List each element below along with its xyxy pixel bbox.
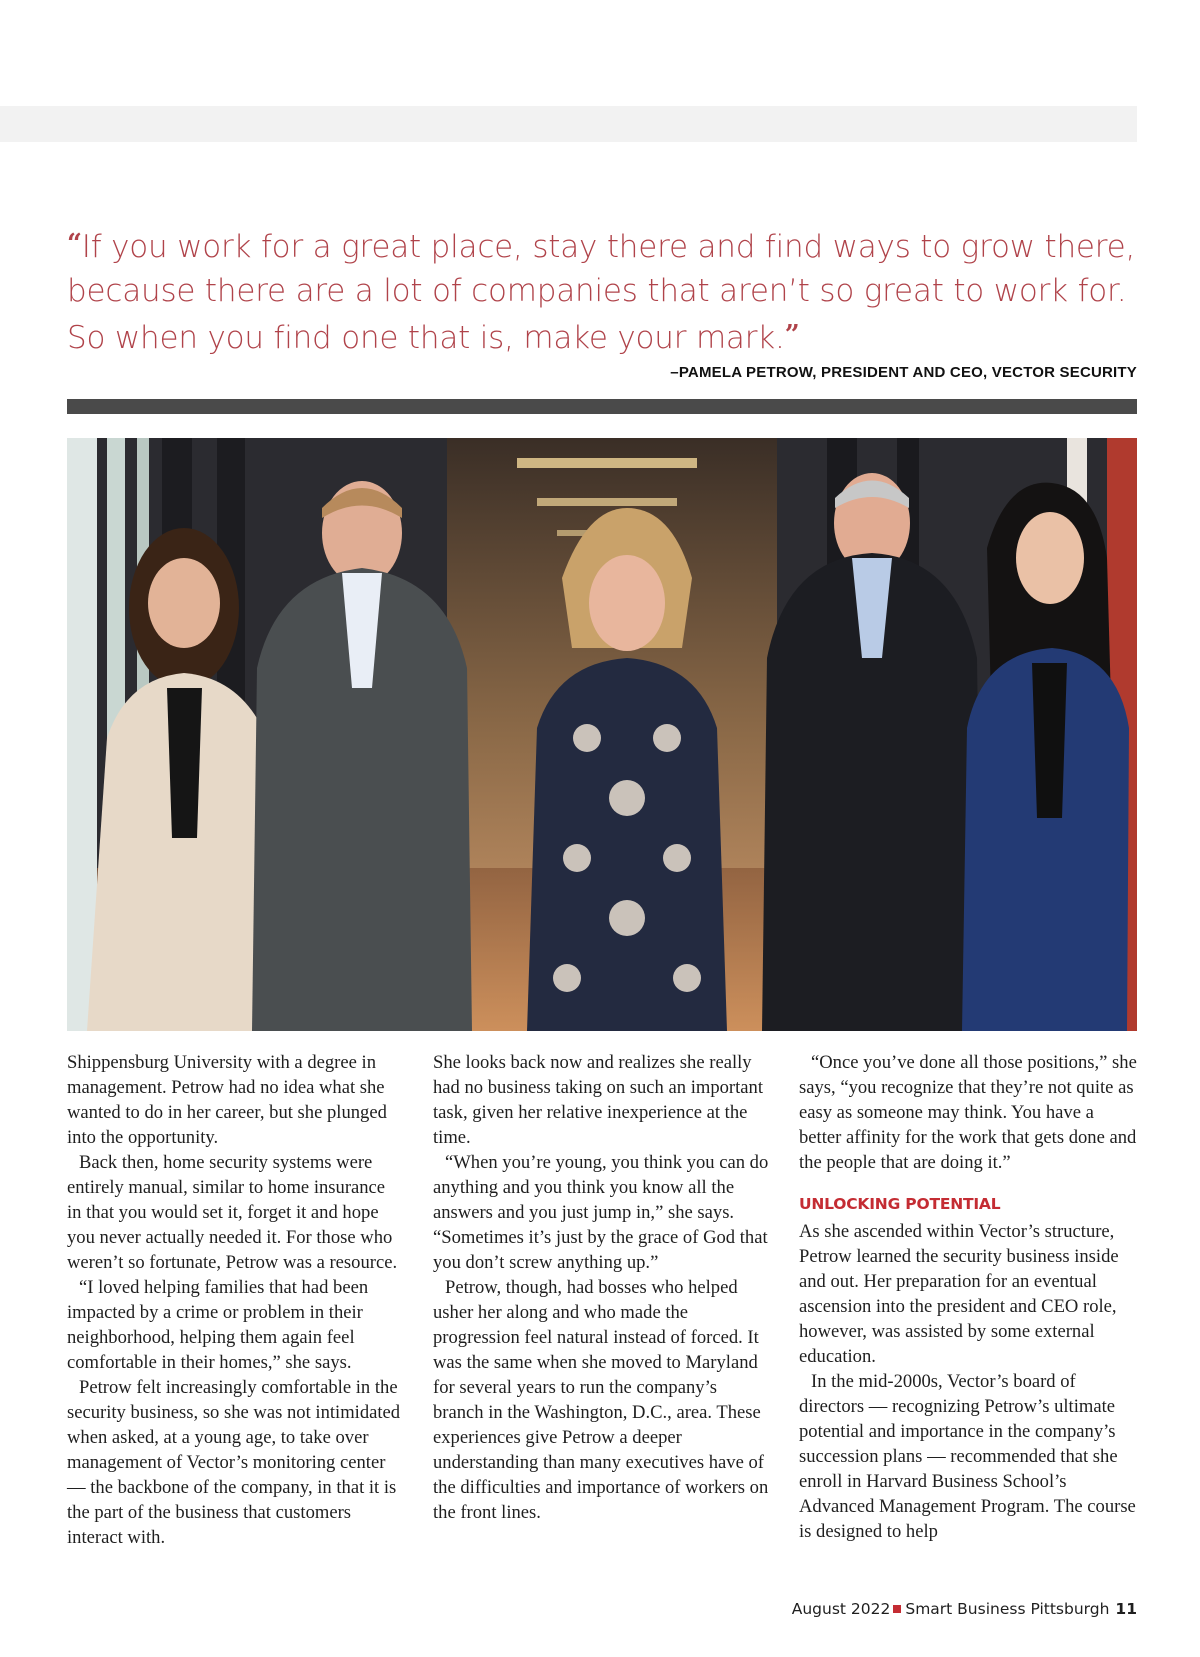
pull-quote-text: If you work for a great place, stay there and find ways to grow there, because there are a lot of companies that aren’t so great to work for. So when you find one that is, make your mark. (67, 229, 1136, 356)
publication-name: Smart Business Pittsburgh (905, 1600, 1110, 1618)
paragraph: Petrow felt increasingly comfortable in the security business, so she was not intimidated when asked, at a young age, to take over management of Vector’s monitoring center — the backbone of the company, in that it is the part of the business that customers interact with. (67, 1377, 401, 1548)
article-column-2 (433, 1050, 769, 1525)
top-band (0, 106, 1137, 142)
photo-illustration (67, 438, 1137, 1031)
page-number: 11 (1115, 1600, 1137, 1618)
quote-attribution: –PAMELA PETROW, PRESIDENT AND CEO, VECTOR SECURITY (670, 364, 1137, 381)
paragraph: “Once you’ve done all those positions,” she says, “you recognize that they’re not quite as easy as someone may think. You have a better affinity for the work that gets done and the people that are doing it.” (799, 1052, 1137, 1173)
issue-date: August 2022 (791, 1600, 891, 1618)
open-quote-mark: “ (67, 229, 82, 259)
paragraph: “I loved helping families that had been impacted by a crime or problem in their neighborhood, helping them again feel comfortable in their homes,” she says. (67, 1277, 369, 1373)
paragraph: She looks back now and realizes she really had no business taking on such an important task, given her relative inexperience at the time. (433, 1052, 763, 1148)
paragraph: Shippensburg University with a degree in management. Petrow had no idea what she wanted to do in her career, but she plunged into the opportunity. (67, 1052, 387, 1148)
article-column-3 (799, 1050, 1137, 1544)
paragraph: As she ascended within Vector’s structure, Petrow learned the security business inside and out. Her preparation for an eventual ascension into the president and CEO role, however, was assisted by some external education. (799, 1221, 1119, 1367)
separator-square-icon (893, 1605, 901, 1613)
pull-quote (67, 222, 1137, 360)
divider-bar (67, 399, 1137, 414)
paragraph: “When you’re young, you think you can do anything and you think you know all the answers and you just jump in,” she says. “Sometimes it’s just by the grace of God that you don’t screw anything up.” (433, 1152, 769, 1273)
section-subhead: UNLOCKING POTENTIAL (799, 1195, 1001, 1213)
paragraph: Petrow, though, had bosses who helped usher her along and who made the progression feel natural instead of forced. It was the same when she moved to Maryland for several years to run the company’s branch in the Washington, D.C., area. These experiences give Petrow a deeper understanding than many executives have of the difficulties and importance of workers on the front lines. (433, 1277, 769, 1523)
group-photo (67, 438, 1137, 1031)
paragraph: In the mid-2000s, Vector’s board of directors — recognizing Petrow’s ultimate potential and importance in the company’s succession plans — recommended that she enroll in Harvard Business School’s Advanced Management Program. The course is designed to help (799, 1371, 1136, 1542)
paragraph: Back then, home security systems were entirely manual, similar to home insurance in that you would set it, forget it and hope you never actually needed it. For those who weren’t so fortunate, Petrow was a resource. (67, 1152, 398, 1273)
close-quote-mark: ” (784, 320, 800, 350)
page-footer (792, 1600, 1137, 1618)
article-column-1 (67, 1050, 403, 1550)
